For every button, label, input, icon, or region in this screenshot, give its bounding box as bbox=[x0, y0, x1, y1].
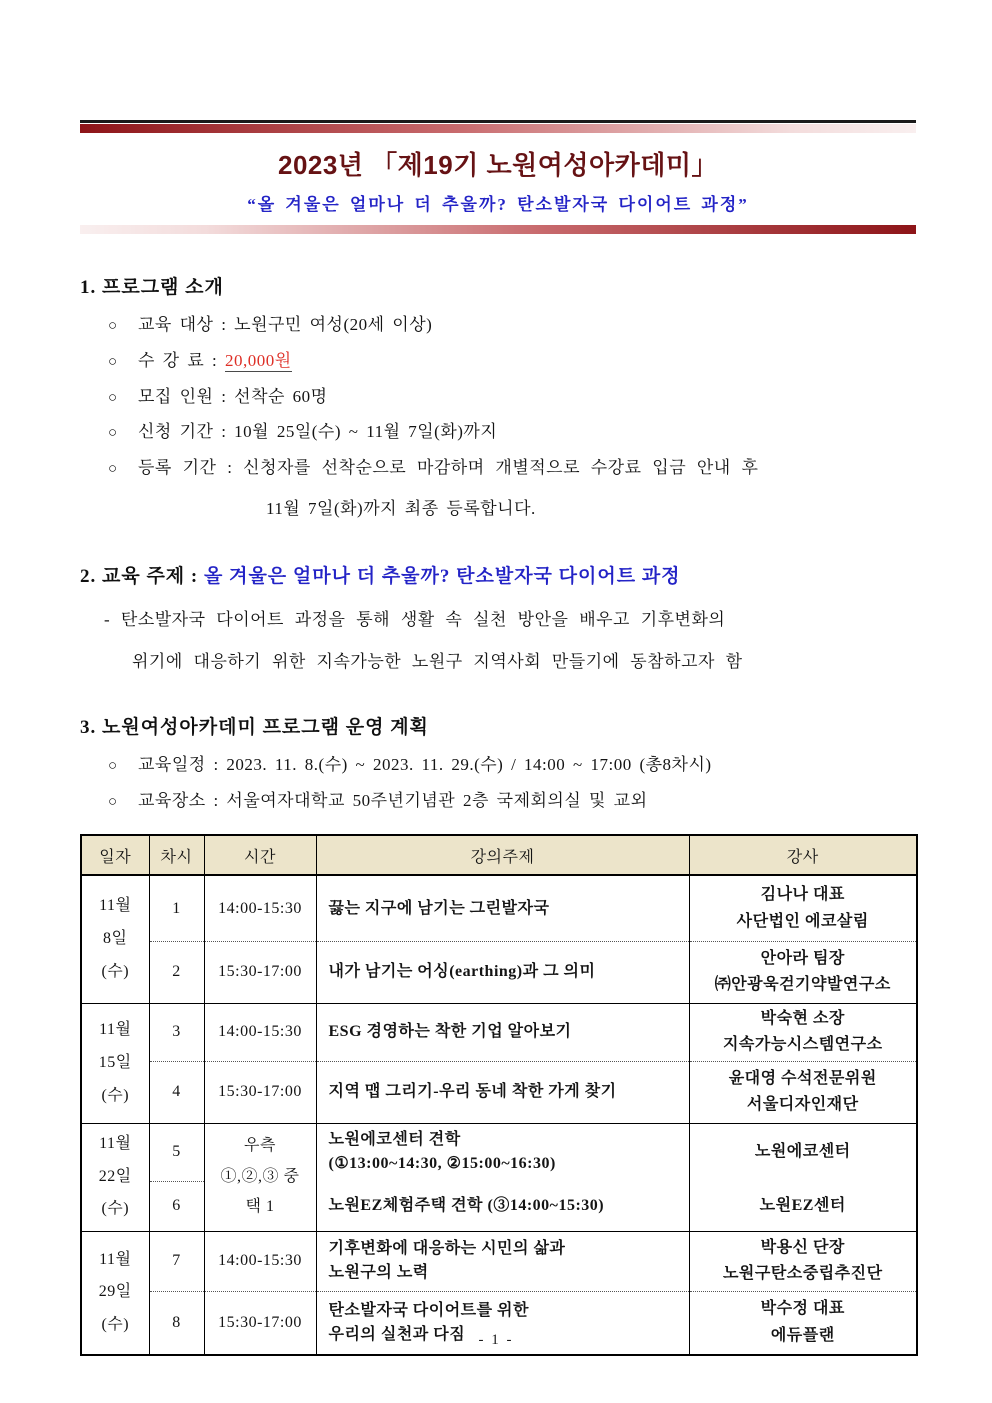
cell-time: 15:30-17:00 bbox=[204, 1291, 316, 1355]
item-location bbox=[80, 792, 916, 811]
bullet-icon: ○ bbox=[108, 318, 118, 334]
item-fee bbox=[80, 352, 916, 371]
cell-time: 14:00-15:30 bbox=[204, 1231, 316, 1291]
item-target-text: 교육 대상 : 노원구민 여성(20세 이상) bbox=[138, 315, 433, 334]
cell-time: 15:30-17:00 bbox=[204, 941, 316, 1003]
table-header-row bbox=[81, 835, 917, 875]
section1-heading: 1. 프로그램 소개 bbox=[80, 277, 224, 298]
table-row bbox=[81, 875, 917, 941]
schedule-table bbox=[80, 834, 918, 1356]
cell-lecturer: 박수정 대표 에듀플랜 bbox=[689, 1291, 917, 1355]
table-row bbox=[81, 941, 917, 1003]
bottom-rule-gradient bbox=[80, 225, 916, 234]
document-subtitle: “올 겨울은 얼마나 더 추울까? 탄소발자국 다이어트 과정” bbox=[247, 195, 749, 214]
cell-lecturer: 박숙현 소장 지속가능시스템연구소 bbox=[689, 1003, 917, 1061]
document-page bbox=[80, 120, 916, 1356]
item-fee-value: 20,000원 bbox=[225, 350, 292, 370]
cell-time: 14:00-15:30 bbox=[204, 1003, 316, 1061]
table-row bbox=[81, 1123, 917, 1181]
item-register-line2: 11월 7일(화)까지 최종 등록합니다. bbox=[266, 498, 536, 518]
page-number: - 1 - bbox=[478, 1332, 514, 1348]
item-register-period bbox=[80, 459, 916, 478]
item-schedule-text: 교육일정 : 2023. 11. 8.(수) ~ 2023. 11. 29.(수) / 14:00 ~ 17:00 (총8차시) bbox=[138, 754, 712, 774]
col-header-time: 시간 bbox=[204, 835, 316, 875]
cell-lecturer: 노원EZ센터 bbox=[689, 1181, 917, 1231]
table-row bbox=[81, 1003, 917, 1061]
col-header-lecturer: 강사 bbox=[689, 835, 917, 875]
cell-topic: 탄소발자국 다이어트를 위한 우리의 실천과 다짐 bbox=[316, 1291, 689, 1355]
bullet-icon: ○ bbox=[108, 757, 118, 774]
cell-session: 8 bbox=[149, 1291, 204, 1355]
top-rule-gradient bbox=[80, 124, 916, 133]
cell-topic: 내가 남기는 어싱(earthing)과 그 의미 bbox=[316, 941, 689, 1003]
item-register-line1: 등록 기간 : 신청자를 선착순으로 마감하며 개별적으로 수강료 입금 안내 후 bbox=[138, 458, 759, 477]
cell-date: 11월 8일 (수) bbox=[81, 875, 149, 1003]
cell-session: 3 bbox=[149, 1003, 204, 1061]
top-rule-line bbox=[80, 120, 916, 123]
cell-topic: 노원EZ체험주택 견학 (③14:00~15:30) bbox=[316, 1181, 689, 1231]
cell-lecturer: 박용신 단장 노원구탄소중립추진단 bbox=[689, 1231, 917, 1291]
bullet-icon: ○ bbox=[108, 425, 118, 442]
section-plan bbox=[80, 712, 916, 811]
cell-date: 11월 15일 (수) bbox=[81, 1003, 149, 1123]
cell-date: 11월 29일 (수) bbox=[81, 1231, 149, 1355]
theme-desc-line2: 위기에 대응하기 위한 지속가능한 노원구 지역사회 만들기에 동참하고자 함 bbox=[132, 651, 743, 671]
section2-heading-prefix: 2. 교육 주제 : bbox=[80, 565, 204, 587]
cell-topic: 노원에코센터 견학 (①13:00~14:30, ②15:00~16:30) bbox=[316, 1123, 689, 1181]
cell-topic: ESG 경영하는 착한 기업 알아보기 bbox=[316, 1003, 689, 1061]
item-apply-period bbox=[80, 423, 916, 442]
item-target bbox=[80, 316, 916, 335]
section2-heading-highlight: 올 겨울은 얼마나 더 추울까? 탄소발자국 다이어트 과정 bbox=[204, 565, 681, 587]
item-fee-label: 수 강 료 : bbox=[138, 350, 225, 370]
cell-topic: 지역 맵 그리기-우리 동네 착한 가게 찾기 bbox=[316, 1061, 689, 1123]
bullet-icon: ○ bbox=[108, 389, 118, 406]
document-title: 2023년 「제19기 노원여성아카데미」 bbox=[278, 150, 718, 180]
bullet-icon: ○ bbox=[108, 793, 118, 810]
cell-lecturer: 윤대영 수석전문위원 서울디자인재단 bbox=[689, 1061, 917, 1123]
bullet-icon: ○ bbox=[108, 353, 118, 370]
cell-topic: 기후변화에 대응하는 시민의 삶과 노원구의 노력 bbox=[316, 1231, 689, 1291]
table-row bbox=[81, 1061, 917, 1123]
table-row bbox=[81, 1231, 917, 1291]
cell-topic: 끓는 지구에 남기는 그린발자국 bbox=[316, 875, 689, 941]
section-program-intro bbox=[80, 272, 916, 519]
cell-time-choice: 우측 ①,②,③ 중 택 1 bbox=[204, 1123, 316, 1231]
cell-session: 5 bbox=[149, 1123, 204, 1181]
item-location-text: 교육장소 : 서울여자대학교 50주년기념관 2층 국제회의실 및 교외 bbox=[138, 790, 648, 810]
cell-date: 11월 22일 (수) bbox=[81, 1123, 149, 1231]
cell-lecturer: 안아라 팀장 ㈜안광욱걷기약발연구소 bbox=[689, 941, 917, 1003]
item-capacity-text: 모집 인원 : 선착순 60명 bbox=[138, 386, 328, 406]
theme-desc-line1: - 탄소발자국 다이어트 과정을 통해 생활 속 실천 방안을 배우고 기후변화의 bbox=[104, 609, 726, 629]
col-header-session: 차시 bbox=[149, 835, 204, 875]
cell-session: 1 bbox=[149, 875, 204, 941]
item-schedule bbox=[80, 756, 916, 775]
section-theme bbox=[80, 561, 916, 672]
col-header-date: 일자 bbox=[81, 835, 149, 875]
cell-time: 14:00-15:30 bbox=[204, 875, 316, 941]
item-apply-period-text: 신청 기간 : 10월 25일(수) ~ 11월 7일(화)까지 bbox=[138, 422, 498, 442]
cell-lecturer: 김나나 대표 사단법인 에코살림 bbox=[689, 875, 917, 941]
col-header-topic: 강의주제 bbox=[316, 835, 689, 875]
section3-heading: 3. 노원여성아카데미 프로그램 운영 계획 bbox=[80, 716, 429, 738]
cell-session: 6 bbox=[149, 1181, 204, 1231]
cell-session: 7 bbox=[149, 1231, 204, 1291]
cell-session: 2 bbox=[149, 941, 204, 1003]
bullet-icon: ○ bbox=[108, 461, 118, 477]
item-capacity bbox=[80, 388, 916, 407]
cell-lecturer: 노원에코센터 bbox=[689, 1123, 917, 1181]
cell-session: 4 bbox=[149, 1061, 204, 1123]
section2-heading bbox=[80, 561, 916, 588]
cell-time: 15:30-17:00 bbox=[204, 1061, 316, 1123]
